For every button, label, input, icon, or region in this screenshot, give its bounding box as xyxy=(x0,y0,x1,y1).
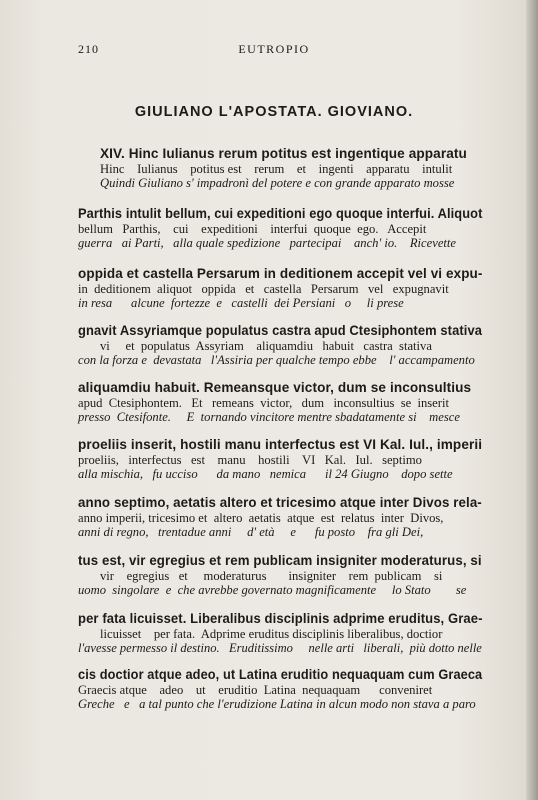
text-block xyxy=(78,146,482,190)
translation-line: Greche e a tal punto che l'erudizione Latina in alcun modo non stava a paro xyxy=(78,697,476,711)
latin-line: XIV. Hinc Iulianus rerum potitus est ingentique apparatu xyxy=(100,146,467,161)
word-order-line: in deditionem aliquot oppida et castella Persarum vel expugnavit xyxy=(78,282,449,296)
translation-line: uomo singolare e che avrebbe governato magnificamente lo Stato se xyxy=(78,583,467,597)
word-order-line: licuisset per fata. Adprime eruditus disciplinis liberalibus, doctior xyxy=(100,627,443,641)
text-block xyxy=(78,667,482,711)
text-block xyxy=(78,380,482,424)
word-order-line: vir egregius et moderaturus insigniter rem publicam si xyxy=(100,569,443,583)
running-head: EUTROPIO xyxy=(238,42,310,56)
latin-line: cis doctior atque adeo, ut Latina eruditio nequaquam cum Graeca xyxy=(78,667,483,682)
latin-line: per fata licuisset. Liberalibus disciplinis adprime eruditus, Grae- xyxy=(78,611,483,626)
word-order-line: Graecis atque adeo ut eruditio Latina nequaquam conveniret xyxy=(78,683,433,697)
text-block xyxy=(78,611,482,655)
translation-line: anni di regno, trentadue anni d' età e fu posto fra gli Dei, xyxy=(78,525,424,539)
word-order-line: vi et populatus Assyriam aliquamdiu habuit castra stativa xyxy=(100,339,432,353)
latin-line: gnavit Assyriamque populatus castra apud Ctesiphontem stativa xyxy=(78,323,483,338)
latin-line: oppida et castella Persarum in deditionem accepit vel vi expu- xyxy=(78,266,483,281)
text-block xyxy=(78,206,482,250)
text-block xyxy=(78,266,482,310)
page-edge-shadow xyxy=(526,0,538,800)
translation-line: l'avesse permesso il destino. Eruditissimo nelle arti liberali, più dotto nelle xyxy=(78,641,482,655)
word-order-line: bellum Parthis, cui expeditioni interfui quoque ego. Accepit xyxy=(78,222,427,236)
text-block xyxy=(78,553,482,597)
translation-line: con la forza e devastata l'Assiria per qualche tempo ebbe l' accampamento xyxy=(78,353,475,367)
word-order-line: anno imperii, tricesimo et altero aetatis atque est relatus inter Divos, xyxy=(78,511,444,525)
translation-line: alla mischia, fu ucciso da mano nemica il 24 Giugno dopo sette xyxy=(78,467,453,481)
word-order-line: apud Ctesiphontem. Et remeans victor, dum inconsultius se inserit xyxy=(78,396,449,410)
word-order-line: proeliis, interfectus est manu hostili VI Kal. Iul. septimo xyxy=(78,453,422,467)
translation-line: presso Ctesifonte. E tornando vincitore mentre sbadatamente si mesce xyxy=(78,410,460,424)
latin-line: proeliis inserit, hostili manu interfectus est VI Kal. Iul., imperii xyxy=(78,437,483,452)
translation-line: guerra ai Parti, alla quale spedizione partecipai anch' io. Ricevette xyxy=(78,236,456,250)
translation-line: Quindi Giuliano s' impadronì del potere e con grande apparato mosse xyxy=(100,176,455,190)
latin-line: tus est, vir egregius et rem publicam insigniter moderaturus, si xyxy=(78,553,482,568)
latin-line: Parthis intulit bellum, cui expeditioni ego quoque interfui. Aliquot xyxy=(78,206,483,221)
translation-line: in resa alcune fortezze e castelli dei Persiani o li prese xyxy=(78,296,404,310)
text-block xyxy=(78,437,482,481)
text-block xyxy=(78,495,482,539)
page-number: 210 xyxy=(78,42,99,56)
text-block xyxy=(78,323,482,367)
latin-line: anno septimo, aetatis altero et tricesimo atque inter Divos rela- xyxy=(78,495,482,510)
page-header xyxy=(78,42,470,58)
latin-line: aliquamdiu habuit. Remeansque victor, dum se inconsultius xyxy=(78,380,472,395)
chapter-title: GIULIANO L'APOSTATA. GIOVIANO. xyxy=(134,104,414,120)
word-order-line: Hinc Iulianus potitus est rerum et ingenti apparatu intulit xyxy=(100,162,453,176)
